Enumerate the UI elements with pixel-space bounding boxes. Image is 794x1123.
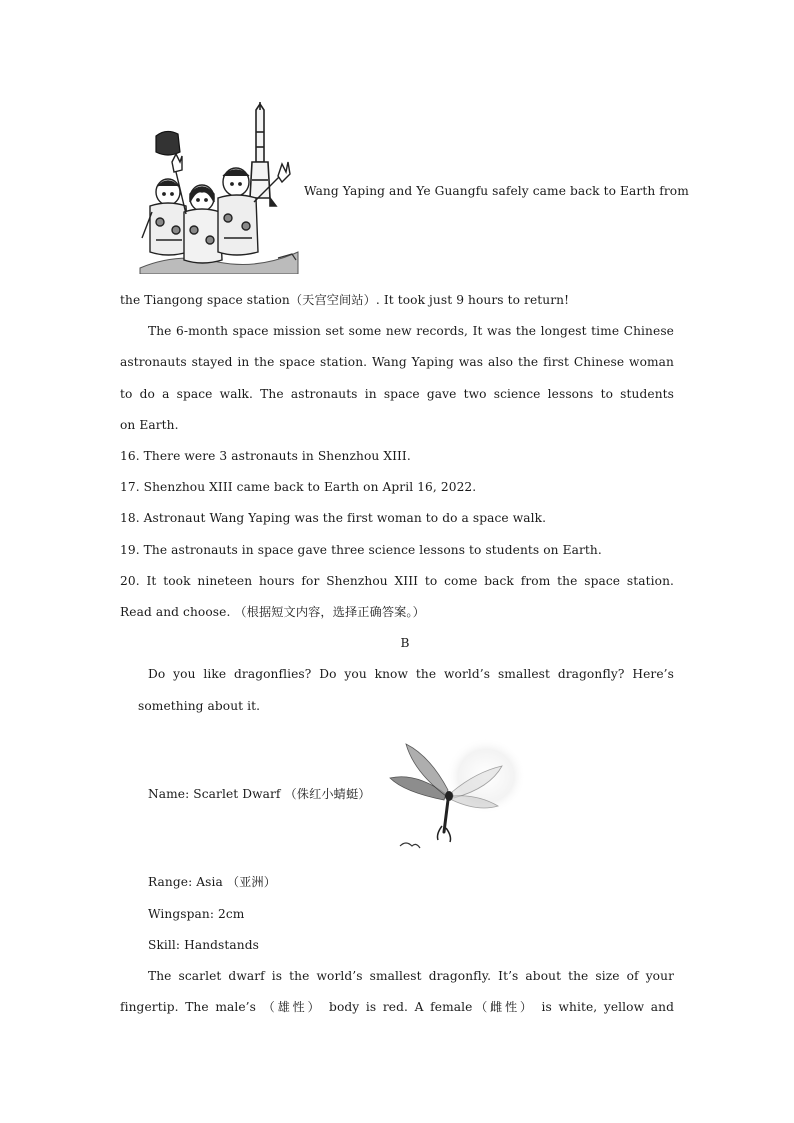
dragonfly-range-line: Range: Asia （亚洲） <box>148 875 277 889</box>
section-b-label: B <box>400 636 410 650</box>
instruction-line: Read and choose. （根据短文内容，选择正确答案。） <box>120 605 425 619</box>
dragonfly-illustration-icon <box>386 736 526 856</box>
astronauts-illustration-icon <box>138 102 300 274</box>
section-b-para-line: The scarlet dwarf is the world’s smallest dragonfly. It’s about the size of your <box>148 969 674 983</box>
question-19: 19. The astronauts in space gave three science lessons to students on Earth. <box>120 543 602 557</box>
dragonfly-name-line: Name: Scarlet Dwarf （侏红小蜻蜓） <box>148 787 371 801</box>
passage-a-para-line: to do a space walk. The astronauts in space gave two science lessons to students <box>120 387 674 401</box>
passage-a-para-line: on Earth. <box>120 418 179 432</box>
passage-a-para-line: astronauts stayed in the space station. Wang Yaping was also the first Chinese woman <box>120 355 674 369</box>
section-b-intro-line: Do you like dragonflies? Do you know the world’s smallest dragonfly? Here’s <box>148 667 674 681</box>
dragonfly-skill-line: Skill: Handstands <box>148 938 259 952</box>
question-20: 20. It took nineteen hours for Shenzhou XIII to come back from the space station. <box>120 574 674 588</box>
section-b-intro-line: something about it. <box>138 699 261 713</box>
passage-a-line-2: the Tiangong space station（天宫空间站）. It took just 9 hours to return! <box>120 293 570 307</box>
passage-a-para-line: The 6-month space mission set some new records, It was the longest time Chinese <box>148 324 674 338</box>
dragonfly-wingspan-line: Wingspan: 2cm <box>148 907 245 921</box>
passage-a-line-1: Wang Yaping and Ye Guangfu safely came back to Earth from <box>304 184 689 198</box>
question-18: 18. Astronaut Wang Yaping was the first woman to do a space walk. <box>120 511 547 525</box>
question-17: 17. Shenzhou XIII came back to Earth on April 16, 2022. <box>120 480 477 494</box>
section-b-para-line: fingertip. The male’s （雄性） body is red. A female（雌性） is white, yellow and <box>120 1000 674 1014</box>
question-16: 16. There were 3 astronauts in Shenzhou XIII. <box>120 449 411 463</box>
